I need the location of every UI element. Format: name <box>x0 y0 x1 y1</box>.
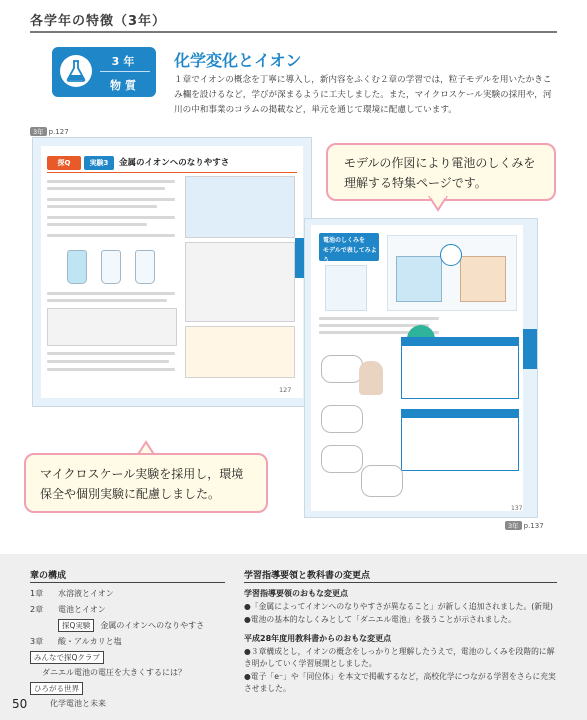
chapter-item <box>30 682 83 695</box>
chapter-boxed-label: 探Q実験 <box>58 619 94 632</box>
model-box-1 <box>401 337 519 399</box>
text-line <box>319 317 439 320</box>
chapter-number: 3章 <box>30 637 44 646</box>
model-box-2 <box>401 409 519 471</box>
reagent-bottle <box>67 250 87 284</box>
page-ref-page: p.137 <box>523 521 544 530</box>
model-box-header <box>402 338 518 346</box>
page-ref-right <box>505 521 544 530</box>
right-page-side-tab <box>523 329 537 369</box>
chapter-item <box>30 604 106 615</box>
chapters-heading: 章の構成 <box>30 571 67 581</box>
badge-grade: 3年 <box>111 55 139 68</box>
text-line <box>47 368 175 371</box>
chapter-number: 2章 <box>30 605 44 614</box>
beaker-left <box>396 256 442 302</box>
text-line <box>47 198 175 201</box>
page-ref-page: p.127 <box>48 127 69 136</box>
changes-subheading-2: 平成28年度用教科書からのおもな変更点 <box>244 634 392 643</box>
page-ref-badge: 3年 <box>30 127 47 136</box>
hint-box <box>185 326 295 378</box>
change-item: ●電子「e⁻」や「同位体」を本文で掲載するなど，高校化学につながる学習をさらに充実させました。 <box>244 672 556 693</box>
badge-divider <box>100 71 150 72</box>
chapter-text: 金属のイオンへのなりやすさ <box>100 621 205 630</box>
badge-subject: 物質 <box>110 79 140 92</box>
speech-bubble-teacher <box>321 405 363 433</box>
text-line <box>47 299 167 302</box>
change-item: ●「金属によってイオンへのなりやすさが異なること」が新しく追加されました。(新規) <box>244 602 553 611</box>
chapters-rule <box>30 582 225 583</box>
text-line <box>47 234 175 237</box>
callout-bottom <box>24 453 268 513</box>
page-number: 50 <box>12 697 28 711</box>
experiment-rule <box>47 172 297 173</box>
chapter-item <box>30 636 122 647</box>
text-line <box>47 180 175 183</box>
textbook-page-left-inner <box>41 146 303 398</box>
feature-header <box>319 233 379 264</box>
text-line <box>47 216 175 219</box>
speech-bubble-student <box>321 355 363 383</box>
chapter-item <box>30 588 114 599</box>
section-title: 化学変化とイオン <box>174 51 302 70</box>
chapter-item <box>58 619 204 632</box>
text-line <box>47 292 175 295</box>
section-intro: １章でイオンの概念を丁寧に導入し，新内容をふくむ２章の学習では，粒子モデルを用いたかきこみ欄を設けるなど，学びが深まるように工夫しました。また，マイクロスケール実験の採用や，河川の中和事業のコラムの掲載など，単元を通じて環境に配慮しています。 <box>174 75 552 115</box>
text-line <box>47 360 169 363</box>
text-line <box>47 205 157 208</box>
changes-subheading-1: 学習指導要領のおもな変更点 <box>244 589 348 598</box>
experiment-number-tag: 実験3 <box>84 156 114 170</box>
chapter-boxed-label: みんなで探Qクラブ <box>30 651 104 664</box>
page-ref-badge: 3年 <box>505 521 522 530</box>
microscale-figure <box>47 308 177 346</box>
experiment-title: 金属のイオンへのなりやすさ <box>119 158 230 168</box>
text-line <box>47 187 165 190</box>
student-illustration <box>359 361 383 395</box>
chapter-item <box>30 651 104 664</box>
cell-photo <box>325 265 367 311</box>
reagent-bottle <box>135 250 155 284</box>
textbook-page-right <box>304 218 538 518</box>
flask-icon <box>60 55 92 87</box>
experiment-tag: 探Q <box>47 156 81 170</box>
callout-top-text: モデルの作図により電池のしくみを理解する特集ページです。 <box>344 156 536 190</box>
callout-top <box>326 143 556 201</box>
changes-rule <box>244 582 557 583</box>
page-ref-left <box>30 127 69 136</box>
left-page-number: 127 <box>279 386 292 394</box>
callout-top-pointer <box>428 196 448 212</box>
daniell-cell-diagram <box>387 235 517 311</box>
text-line <box>47 352 175 355</box>
experiment-header <box>47 154 297 172</box>
changes-heading: 学習指導要領と教科書の変更点 <box>244 571 371 581</box>
reagent-bottle <box>101 250 121 284</box>
chapter-text: 電池とイオン <box>58 605 106 614</box>
text-line <box>47 223 147 226</box>
change-item: ●電池の基本的なしくみとして「ダニエル電池」を扱うことが示されました。 <box>244 615 516 624</box>
chapter-text: 水溶液とイオン <box>58 589 114 598</box>
test-tube-figure <box>185 176 295 238</box>
header-rule <box>30 31 557 33</box>
chapter-item <box>50 698 106 709</box>
chapter-text: 酸・アルカリと塩 <box>58 637 122 646</box>
chapter-text: ダニエル電池の電圧を大きくするには？ <box>42 668 186 677</box>
textbook-page-left <box>32 137 312 407</box>
chapter-item <box>42 667 186 678</box>
subject-badge <box>52 47 156 97</box>
right-page-number: 137 <box>511 505 523 512</box>
chapter-number: 1章 <box>30 589 44 598</box>
feature-header-text: 電池のしくみを モデルで表してみよう <box>323 237 377 264</box>
speech-bubble-teacher <box>361 465 403 497</box>
speech-bubble-student <box>321 445 363 473</box>
summary-panel <box>0 554 587 720</box>
motor-icon <box>440 244 462 266</box>
callout-bottom-text: マイクロスケール実験を採用し，環境保全や個別実験に配慮しました。 <box>40 467 244 501</box>
change-item: ●３章構成とし，イオンの概念をしっかりと理解したうえで，電池のしくみを段階的に解き明かしていく学習展開としました。 <box>244 647 555 668</box>
textbook-page-right-inner <box>311 225 523 511</box>
chapter-text: 化学電池と未来 <box>50 699 106 708</box>
chapter-boxed-label: ひろがる世界 <box>30 682 83 695</box>
teacher-illustration <box>185 242 295 322</box>
model-box-header <box>402 410 518 418</box>
beaker-right <box>460 256 506 302</box>
page-title: 各学年の特徴（3年） <box>30 14 167 29</box>
